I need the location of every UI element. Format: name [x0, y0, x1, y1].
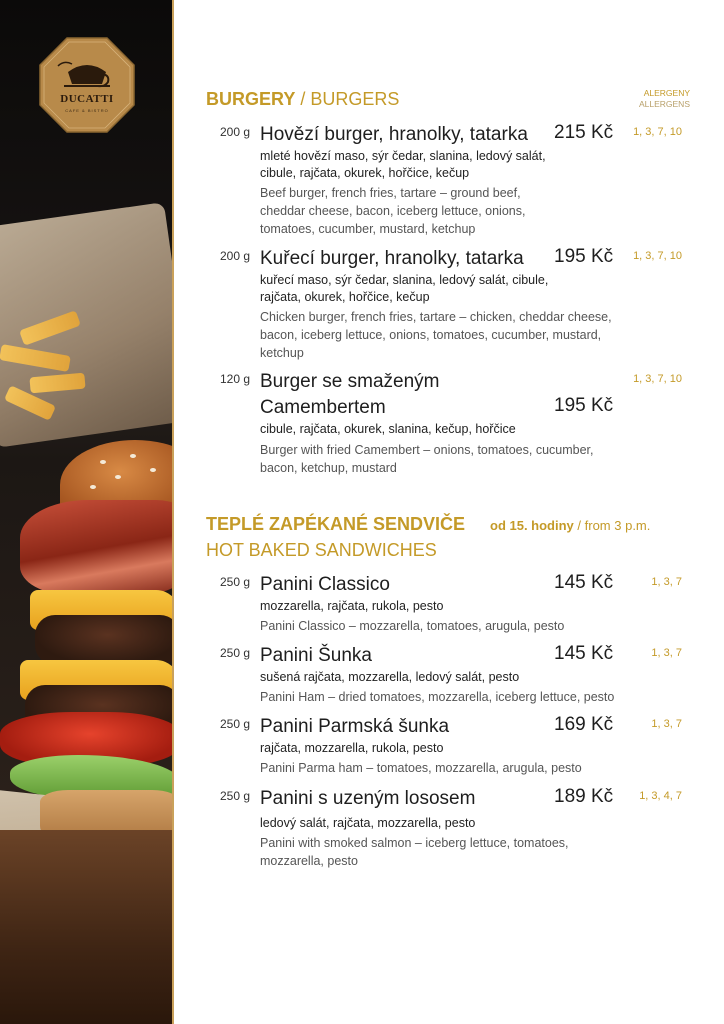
item-weight: 120 g: [219, 372, 250, 386]
section-title-sandwiches-cz: [206, 514, 465, 535]
item-name: Kuřecí burger, hranolky, tatarka: [260, 248, 524, 269]
divider: [172, 0, 174, 1024]
item-description-cz: rajčata, mozzarella, rukola, pesto: [260, 741, 444, 755]
availability-en: from 3 p.m.: [584, 518, 651, 533]
item-weight: 200 g: [219, 125, 250, 139]
item-allergens: 1, 3, 7: [651, 576, 682, 588]
item-price: 195 Kč: [554, 395, 614, 416]
item-description-en: Panini with smoked salmon – iceberg lettuce, tomatoes, mozzarella, pesto: [260, 836, 569, 868]
burger-photo: [0, 0, 172, 1024]
item-description-en: Panini Classico – mozzarella, tomatoes, arugula, pesto: [260, 619, 565, 633]
section-title-burgers: [206, 89, 399, 110]
item-name: Panini Classico: [260, 574, 390, 595]
item-price: 145 Kč: [554, 572, 614, 593]
item-weight: 200 g: [219, 249, 250, 263]
item-allergens: 1, 3, 7, 10: [633, 126, 682, 138]
allergens-header: [639, 88, 690, 110]
item-description-cz: mozzarella, rajčata, rukola, pesto: [260, 599, 444, 613]
item-name: Hovězí burger, hranolky, tatarka: [260, 124, 528, 145]
allergens-header-cz: ALERGENY: [643, 88, 690, 98]
item-price: 195 Kč: [554, 246, 614, 267]
section-title-separator: /: [295, 89, 311, 109]
item-allergens: 1, 3, 7: [651, 647, 682, 659]
logo-subtitle: CAFE & BISTRO: [65, 108, 109, 113]
item-name: Burger se smaženým Camembertem: [260, 371, 440, 418]
item-description-en: Panini Ham – dried tomatoes, mozzarella, iceberg lettuce, pesto: [260, 690, 615, 704]
item-name: Panini s uzeným lososem: [260, 788, 476, 809]
item-price: 145 Kč: [554, 643, 614, 664]
availability-separator: /: [573, 518, 585, 533]
item-description-en: Burger with fried Camembert – onions, tomatoes, cucumber, bacon, ketchup, mustard: [260, 443, 594, 475]
item-weight: 250 g: [219, 575, 250, 589]
item-description-cz: mleté hovězí maso, sýr čedar, slanina, ledový salát, cibule, rajčata, okurek, hořčice, kečup: [260, 149, 546, 180]
logo-name: DUCATTI: [60, 93, 114, 105]
item-allergens: 1, 3, 7: [651, 718, 682, 730]
item-description-en: Beef burger, french fries, tartare – ground beef, cheddar cheese, bacon, iceberg lettuce, onions, tomatoes, cucumber, mustard, ketchup: [260, 186, 526, 236]
section-title-cz: BURGERY: [206, 89, 296, 109]
item-name: Panini Šunka: [260, 645, 372, 666]
section-title-en: BURGERS: [310, 89, 400, 109]
item-allergens: 1, 3, 7, 10: [633, 250, 682, 262]
photo-board: [0, 830, 172, 1024]
item-description-cz: sušená rajčata, mozzarella, ledový salát, pesto: [260, 670, 520, 684]
item-allergens: 1, 3, 4, 7: [639, 790, 682, 802]
item-weight: 250 g: [219, 717, 250, 731]
section-title-sandwiches-en: HOT BAKED SANDWICHES: [206, 540, 437, 560]
item-description-cz: ledový salát, rajčata, mozzarella, pesto: [260, 816, 476, 830]
item-description-cz: kuřecí maso, sýr čedar, slanina, ledový salát, cibule, rajčata, okurek, hořčice, kečup: [260, 273, 549, 304]
item-description-cz: cibule, rajčata, okurek, slanina, kečup, hořčice: [260, 422, 516, 436]
item-price: 215 Kč: [554, 122, 614, 143]
item-price: 169 Kč: [554, 714, 614, 735]
photo-patty: [35, 615, 172, 665]
item-weight: 250 g: [219, 646, 250, 660]
availability-cz: od 15. hodiny: [490, 518, 574, 533]
logo: [38, 36, 136, 134]
item-name: Panini Parmská šunka: [260, 716, 450, 737]
item-allergens: 1, 3, 7, 10: [633, 373, 682, 385]
item-weight: 250 g: [219, 789, 250, 803]
allergens-header-en: ALLERGENS: [638, 99, 690, 109]
availability-note: [490, 518, 650, 533]
item-price: 189 Kč: [554, 786, 614, 807]
item-description-en: Chicken burger, french fries, tartare – chicken, cheddar cheese, bacon, iceberg lettuce, onions, tomatoes, cucumber, mustard, ketchup: [260, 310, 612, 360]
photo-bacon: [20, 500, 172, 595]
section-title-cz: TEPLÉ ZAPÉKANÉ SENDVIČE: [206, 514, 466, 534]
item-description-en: Panini Parma ham – tomatoes, mozzarella, arugula, pesto: [260, 761, 582, 775]
photo-paper: [0, 202, 172, 448]
